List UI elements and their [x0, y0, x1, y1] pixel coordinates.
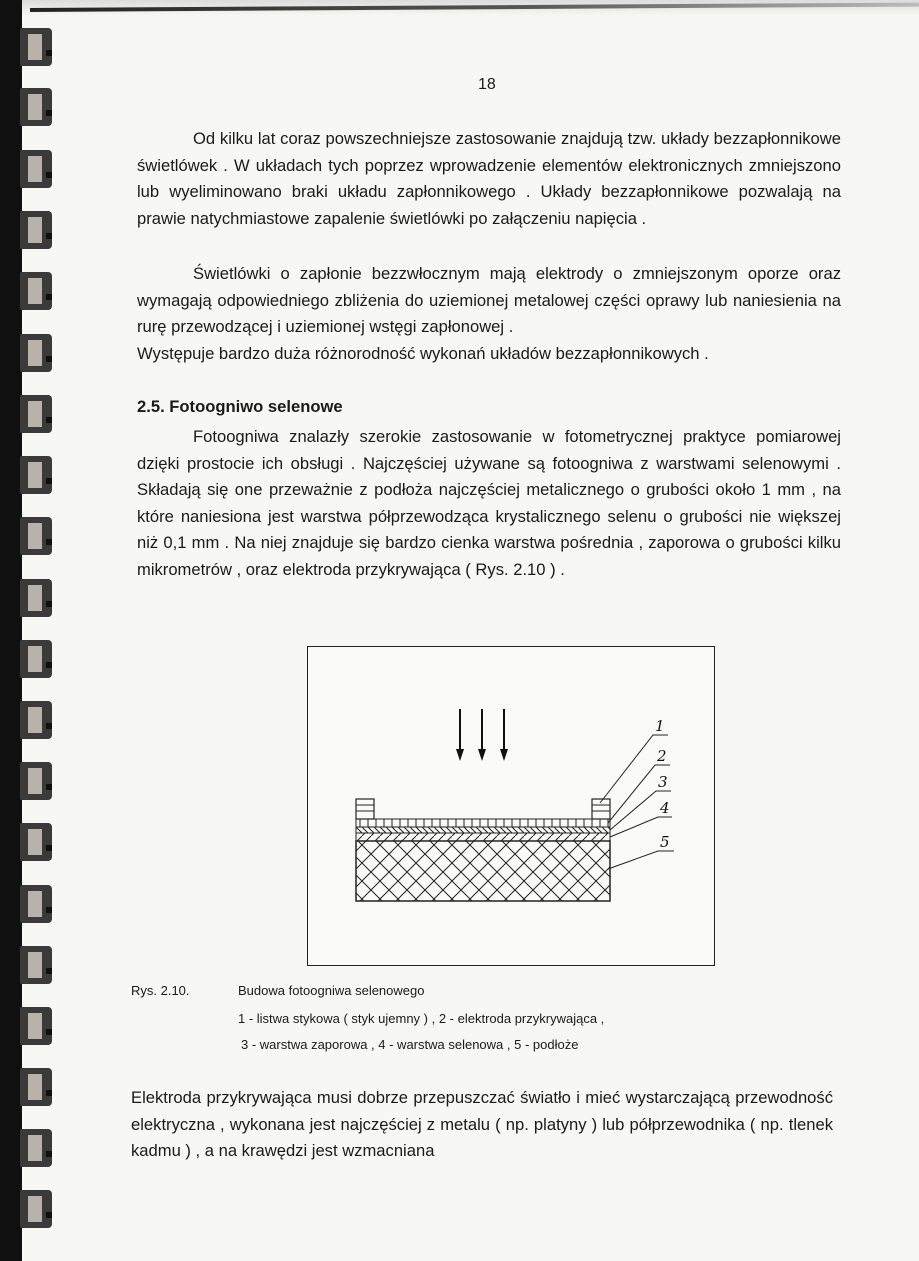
- section-heading: 2.5. Fotoogniwo selenowe: [137, 397, 343, 416]
- binding-ring: [20, 456, 52, 494]
- binding-ring: [20, 1007, 52, 1045]
- paragraph-1: Od kilku lat coraz powszechniejsze zastosowanie znajdują tzw. układy bezzapłonnikowe świetlówek . W układach tych poprzez wprowadzenie elementów elektronicznych zmniejszono lub wyeliminowano braki układu zapłonnikowego . Układy bezzapłonnikowe pozwalają na prawie natychmiastowe zapalenie świetlówki po załączeniu napięcia .: [137, 129, 841, 228]
- figure-legend-line-1: 1 - listwa stykowa ( styk ujemny ) , 2 - elektroda przykrywająca ,: [238, 1011, 605, 1026]
- figure-label-5: 5: [660, 833, 670, 851]
- page-number: 18: [478, 76, 496, 93]
- figure-label-3: 3: [658, 773, 668, 791]
- binding-ring: [20, 1068, 52, 1106]
- binding-ring: [20, 150, 52, 188]
- binding-ring: [20, 885, 52, 923]
- figure-legend-line-2: 3 - warstwa zaporowa , 4 - warstwa selenowa , 5 - podłoże: [241, 1037, 579, 1052]
- spiral-binding: [0, 0, 55, 1261]
- binding-ring: [20, 334, 52, 372]
- figure-label-4: 4: [660, 799, 670, 817]
- binding-ring: [20, 640, 52, 678]
- contact-strip-left: [356, 799, 374, 819]
- binding-ring: [20, 701, 52, 739]
- binding-ring: [20, 517, 52, 555]
- section-paragraph: Fotoogniwa znalazły szerokie zastosowanie w fotometrycznej praktyce pomiarowej dzięki prostocie ich obsługi . Najczęściej używane są fotoogniwa z warstwami selenowymi . Składają się one przeważnie z podłoża najczęściej metalicznego o grubości około 1 mm , na które naniesiona jest warstwa półprzewodząca krystalicznego selenu o grubości nie większej niż 0,1 mm . Na niej znajduje się bardzo cienka warstwa pośrednia , zaporowa o grubości kilku mikrometrów , oraz elektroda przykrywająca ( Rys. 2.10 ) .: [137, 427, 841, 579]
- figure-caption-label: Rys. 2.10.: [131, 983, 190, 998]
- closing-paragraph: Elektroda przykrywająca musi dobrze przepuszczać światło i mieć wystarczającą przewodność elektryczna , wykonana jest najczęściej z metalu ( np. platyny ) lub półprzewodnika ( np. tlenek kadmu ) , a na krawędzi jest wzmacniana: [131, 1088, 833, 1161]
- binding-ring: [20, 1190, 52, 1228]
- binding-ring: [20, 28, 52, 66]
- binding-ring: [20, 579, 52, 617]
- paragraph-3: Występuje bardzo duża różnorodność wykonań układów bezzapłonnikowych .: [137, 344, 709, 363]
- binding-strip: [0, 0, 22, 1261]
- paragraph-2: Świetlówki o zapłonie bezzwłocznym mają elektrody o zmniejszonym oporze oraz wymagają odpowiedniego zbliżenia do uziemionej metalowej części oprawy lub naniesienia na rurę przewodzącej i uziemionej wstęgi zapłonowej .: [137, 264, 841, 337]
- layer-selenium: [356, 833, 610, 841]
- binding-ring: [20, 946, 52, 984]
- layer-barrier: [356, 827, 610, 833]
- binding-ring: [20, 211, 52, 249]
- binding-ring: [20, 762, 52, 800]
- photocell-diagram: [308, 647, 714, 965]
- figure-frame: [307, 646, 715, 966]
- binding-ring: [20, 88, 52, 126]
- figure-label-2: 2: [657, 747, 667, 765]
- figure-caption-title: Budowa fotoogniwa selenowego: [238, 983, 425, 998]
- layer-substrate: [356, 841, 610, 901]
- light-arrows: [456, 709, 508, 761]
- binding-ring: [20, 1129, 52, 1167]
- binding-ring: [20, 395, 52, 433]
- binding-ring: [20, 823, 52, 861]
- layer-top-electrode: [356, 819, 610, 827]
- figure-label-1: 1: [655, 717, 665, 735]
- binding-ring: [20, 272, 52, 310]
